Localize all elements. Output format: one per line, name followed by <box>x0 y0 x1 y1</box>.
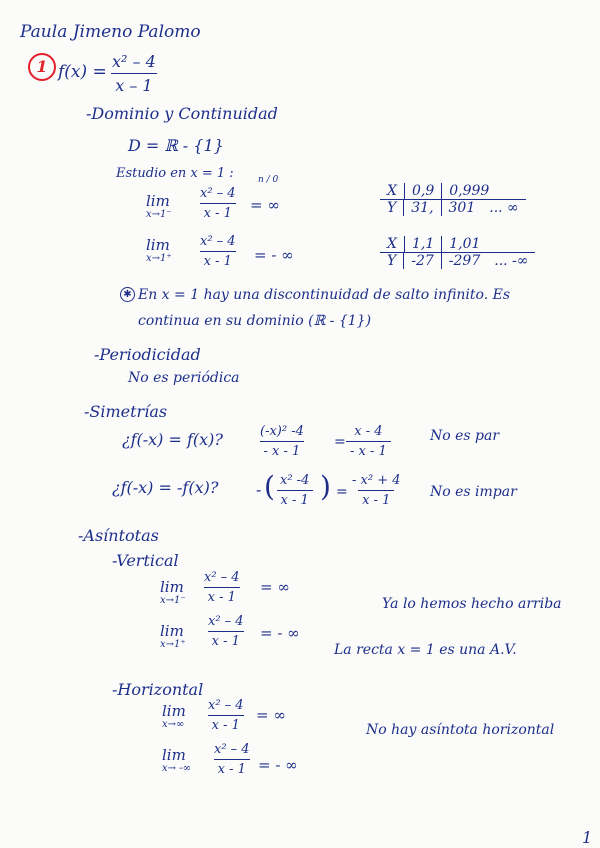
limit-op: lim <box>146 236 170 254</box>
fraction-num: x² – 4 <box>208 698 244 713</box>
vertical-note-2: La recta x = 1 es una A.V. <box>334 642 517 658</box>
table-header: X <box>380 183 405 199</box>
fraction-den: x - 1 <box>208 631 244 649</box>
table-cell: 301 <box>448 200 476 216</box>
vertical-fraction-1 <box>200 570 244 605</box>
fraction-den: - x - 1 <box>260 441 305 459</box>
horizontal-result-2: = - ∞ <box>258 756 298 774</box>
table-cell: 1,1 <box>405 236 442 252</box>
horizontal-limit-1 <box>162 704 186 730</box>
fraction-num: x² – 4 <box>200 234 236 249</box>
symmetry-heading: -Simetrías <box>84 402 168 421</box>
limit-left-fraction <box>196 186 240 221</box>
table-header: Y <box>380 200 404 216</box>
limit-sub: x→1⁻ <box>160 594 186 606</box>
limit-sub: x→ -∞ <box>162 762 191 774</box>
limit-right-result: = - ∞ <box>254 246 294 264</box>
fraction-num: x - 4 <box>354 424 383 439</box>
problem-number-circle: 1 <box>28 53 56 81</box>
equals-sign: = <box>334 434 346 450</box>
horizontal-limit-2 <box>162 748 191 774</box>
right-paren: ) <box>320 470 331 503</box>
equals-sign: = <box>336 484 348 500</box>
fraction-num: x² – 4 <box>208 614 244 629</box>
domain-heading: -Dominio y Continuidad <box>86 104 278 123</box>
table-tail: ... ∞ <box>489 200 519 216</box>
periodicity-heading: -Periodicidad <box>94 345 201 364</box>
horizontal-fraction-2 <box>210 742 254 777</box>
fraction-num: x² -4 <box>280 473 310 488</box>
fraction-den: x - 1 <box>358 490 394 508</box>
limit-sub: x→∞ <box>162 718 185 730</box>
fraction-den: x - 1 <box>200 203 236 221</box>
even-fraction-1 <box>256 424 308 459</box>
vertical-result-2: = - ∞ <box>260 624 300 642</box>
limit-sub: x→1⁻ <box>146 208 172 220</box>
study-label: Estudio en x = 1 : <box>116 166 234 181</box>
function-denominator: x – 1 <box>111 73 156 95</box>
fraction-den: x - 1 <box>200 251 236 269</box>
minus-sign: - <box>256 480 262 499</box>
table-row <box>380 200 526 216</box>
author-name: Paula Jimeno Palomo <box>20 22 201 42</box>
horizontal-fraction-1 <box>204 698 248 733</box>
vertical-limit-1 <box>160 580 186 606</box>
continuity-conclusion-1: En x = 1 hay una discontinuidad de salto infinito. Es <box>138 287 511 303</box>
limit-left <box>146 194 172 220</box>
table-row <box>380 253 535 269</box>
function-fraction <box>108 52 160 95</box>
continuity-conclusion-2: continua en su dominio (ℝ - {1}) <box>138 313 372 329</box>
horizontal-heading: -Horizontal <box>112 680 204 699</box>
vertical-fraction-2 <box>204 614 248 649</box>
domain-set: D = ℝ - {1} <box>128 136 224 155</box>
fraction-den: x - 1 <box>208 715 244 733</box>
value-table-left <box>380 183 526 216</box>
asymptotes-heading: -Asíntotas <box>78 526 159 545</box>
fraction-num: (-x)² -4 <box>260 424 304 439</box>
periodicity-text: No es periódica <box>128 370 240 386</box>
fraction-den: - x - 1 <box>346 441 391 459</box>
limit-op: lim <box>160 578 184 596</box>
table-cell: 0,9 <box>405 183 442 199</box>
table-row <box>380 183 526 200</box>
value-table-right <box>380 236 535 269</box>
indeterminate-note: n / 0 <box>258 175 279 185</box>
limit-sub: x→1⁺ <box>160 638 186 650</box>
limit-right <box>146 238 172 264</box>
odd-fraction-2 <box>348 473 405 508</box>
table-cell: 1,01 <box>449 236 481 252</box>
vertical-heading: -Vertical <box>112 551 179 570</box>
even-fraction-2 <box>346 424 391 459</box>
fraction-num: x² – 4 <box>204 570 240 585</box>
limit-op: lim <box>162 746 186 764</box>
limit-op: lim <box>162 702 186 720</box>
fraction-den: x - 1 <box>214 759 250 777</box>
table-header: Y <box>380 253 404 269</box>
table-cell: 0,999 <box>449 183 490 199</box>
vertical-result-1: = ∞ <box>260 578 290 596</box>
fraction-num: x² – 4 <box>200 186 236 201</box>
odd-question: ¿f(-x) = -f(x)? <box>112 478 219 497</box>
function-numerator: x² – 4 <box>112 52 156 71</box>
odd-fraction-1 <box>276 473 313 508</box>
odd-answer: No es impar <box>430 484 517 500</box>
left-paren: ( <box>264 470 275 503</box>
fraction-den: x - 1 <box>277 490 313 508</box>
limit-right-fraction <box>196 234 240 269</box>
table-header: X <box>380 236 405 252</box>
limit-sub: x→1⁺ <box>146 252 172 264</box>
limit-op: lim <box>146 192 170 210</box>
horizontal-note: No hay asíntota horizontal <box>366 722 555 738</box>
table-tail: ... -∞ <box>494 253 529 269</box>
vertical-note-1: Ya lo hemos hecho arriba <box>382 596 562 612</box>
asterisk-icon: ✱ <box>120 287 135 302</box>
fraction-num: x² – 4 <box>214 742 250 757</box>
table-cell: -297 <box>448 253 481 269</box>
fraction-den: x - 1 <box>204 587 240 605</box>
table-cell: -27 <box>404 253 442 269</box>
page-number: 1 <box>582 828 593 847</box>
fraction-num: - x² + 4 <box>352 473 401 488</box>
limit-op: lim <box>160 622 184 640</box>
limit-left-result: = ∞ <box>250 196 280 214</box>
horizontal-result-1: = ∞ <box>256 706 286 724</box>
table-row <box>380 236 535 253</box>
even-question: ¿f(-x) = f(x)? <box>122 430 223 449</box>
even-answer: No es par <box>430 428 500 444</box>
table-cell: 31, <box>404 200 441 216</box>
function-lhs: f(x) = <box>58 62 107 82</box>
vertical-limit-2 <box>160 624 186 650</box>
